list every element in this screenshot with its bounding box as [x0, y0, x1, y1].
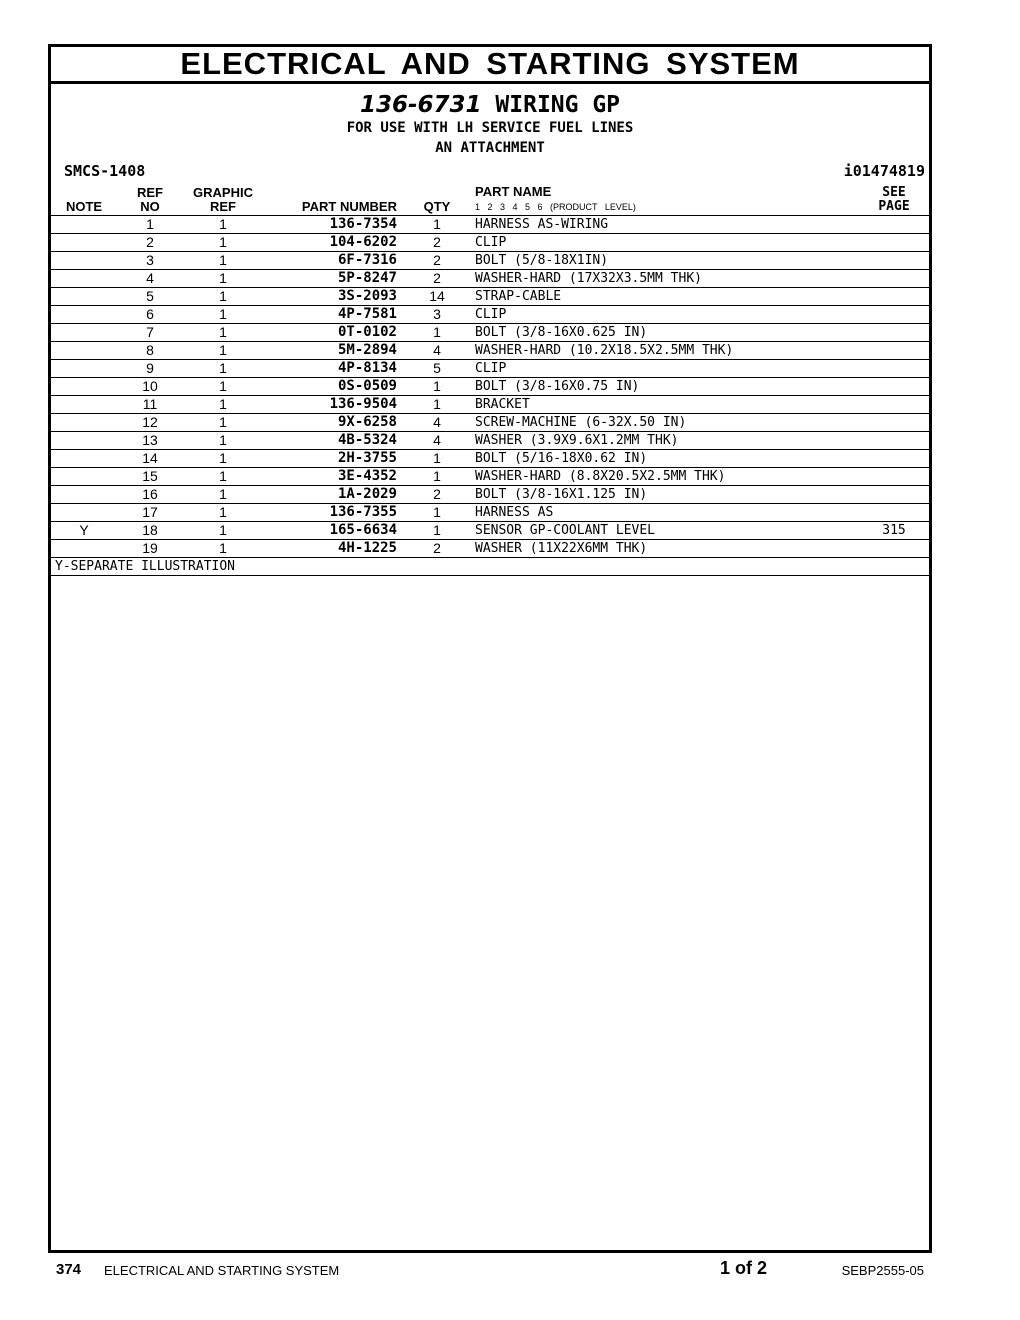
note-cell [51, 432, 117, 450]
ref-no-cell: 9 [117, 360, 183, 378]
ref-no-cell: 16 [117, 486, 183, 504]
page-number: 374 [56, 1261, 82, 1278]
graphic-ref-cell: 1 [183, 360, 263, 378]
col-see-page: SEE PAGE [859, 185, 929, 216]
ref-no-cell: 7 [117, 324, 183, 342]
note-cell [51, 360, 117, 378]
note-cell [51, 234, 117, 252]
graphic-ref-cell: 1 [183, 504, 263, 522]
note-cell: Y [51, 522, 117, 540]
part-name-cell: HARNESS AS-WIRING [473, 216, 859, 234]
part-name-cell: CLIP [473, 234, 859, 252]
part-number-cell: 136-7354 [263, 216, 401, 234]
part-name-cell: BOLT (5/16-18X0.62 IN) [473, 450, 859, 468]
part-number-cell: 2H-3755 [263, 450, 401, 468]
part-name-cell: WASHER-HARD (8.8X20.5X2.5MM THK) [473, 468, 859, 486]
part-name-cell: WASHER (3.9X9.6X1.2MM THK) [473, 432, 859, 450]
page-of: 1 of 2 [720, 1258, 768, 1278]
graphic-ref-cell: 1 [183, 450, 263, 468]
ref-no-cell: 12 [117, 414, 183, 432]
note-cell [51, 504, 117, 522]
graphic-ref-cell: 1 [183, 288, 263, 306]
graphic-ref-cell: 1 [183, 414, 263, 432]
qty-cell: 14 [401, 288, 473, 306]
id-line [51, 162, 929, 180]
ref-no-cell: 3 [117, 252, 183, 270]
parts-page-frame [48, 44, 932, 1253]
see-page-cell [859, 360, 929, 378]
footnote: Y-SEPARATE ILLUSTRATION [51, 558, 929, 576]
graphic-ref-cell: 1 [183, 396, 263, 414]
part-number-cell: 4P-8134 [263, 360, 401, 378]
qty-cell: 2 [401, 540, 473, 558]
table-row [51, 234, 929, 252]
col-note: NOTE [51, 185, 117, 216]
document-id: SEBP2555-05 [841, 1263, 924, 1278]
qty-cell: 1 [401, 522, 473, 540]
part-number-cell: 3S-2093 [263, 288, 401, 306]
col-graphic-ref: GRAPHIC REF [183, 185, 263, 216]
see-page-cell [859, 342, 929, 360]
part-number-cell: 0T-0102 [263, 324, 401, 342]
part-name-cell: BOLT (3/8-16X1.125 IN) [473, 486, 859, 504]
col-part-number: PART NUMBER [263, 185, 401, 216]
part-number-cell: 4P-7581 [263, 306, 401, 324]
qty-cell: 4 [401, 414, 473, 432]
table-row [51, 486, 929, 504]
part-number-cell: 136-9504 [263, 396, 401, 414]
subtitle-attachment: AN ATTACHMENT [435, 140, 545, 156]
illustration-id: i01474819 [843, 162, 925, 180]
graphic-ref-cell: 1 [183, 540, 263, 558]
page-footer [56, 1258, 924, 1282]
part-number-cell: 6F-7316 [263, 252, 401, 270]
table-row [51, 252, 929, 270]
footer-section: ELECTRICAL AND STARTING SYSTEM [104, 1263, 340, 1278]
part-name-cell: SCREW-MACHINE (6-32X.50 IN) [473, 414, 859, 432]
note-cell [51, 252, 117, 270]
col-ref-no: REF NO [117, 185, 183, 216]
ref-no-cell: 17 [117, 504, 183, 522]
ref-no-cell: 13 [117, 432, 183, 450]
part-number-cell: 3E-4352 [263, 468, 401, 486]
part-name-cell: WASHER-HARD (10.2X18.5X2.5MM THK) [473, 342, 859, 360]
qty-cell: 4 [401, 342, 473, 360]
note-cell [51, 414, 117, 432]
part-number-cell: 165-6634 [263, 522, 401, 540]
note-cell [51, 270, 117, 288]
qty-cell: 1 [401, 396, 473, 414]
part-name-cell: WASHER (11X22X6MM THK) [473, 540, 859, 558]
graphic-ref-cell: 1 [183, 252, 263, 270]
table-row [51, 540, 929, 558]
part-number-cell: 4H-1225 [263, 540, 401, 558]
table-row [51, 270, 929, 288]
table-row [51, 504, 929, 522]
table-row [51, 468, 929, 486]
see-page-cell [859, 414, 929, 432]
graphic-ref-cell: 1 [183, 342, 263, 360]
see-page-cell [859, 468, 929, 486]
qty-cell: 1 [401, 450, 473, 468]
graphic-ref-cell: 1 [183, 378, 263, 396]
qty-cell: 5 [401, 360, 473, 378]
graphic-ref-cell: 1 [183, 432, 263, 450]
ref-no-cell: 1 [117, 216, 183, 234]
parts-table [51, 185, 929, 576]
ref-no-cell: 18 [117, 522, 183, 540]
table-row [51, 324, 929, 342]
part-number-cell: 4B-5324 [263, 432, 401, 450]
see-page-cell [859, 306, 929, 324]
part-name-cell: HARNESS AS [473, 504, 859, 522]
table-row [51, 432, 929, 450]
subtitle-usage: FOR USE WITH LH SERVICE FUEL LINES [346, 120, 634, 136]
note-cell [51, 540, 117, 558]
qty-cell: 1 [401, 378, 473, 396]
qty-cell: 1 [401, 468, 473, 486]
see-page-cell [859, 450, 929, 468]
table-row [51, 450, 929, 468]
col-part-name: PART NAME 1 2 3 4 5 6 (PRODUCT LEVEL) [473, 185, 859, 216]
table-body [51, 216, 929, 576]
note-cell [51, 342, 117, 360]
qty-cell: 3 [401, 306, 473, 324]
part-name-cell: STRAP-CABLE [473, 288, 859, 306]
part-number-cell: 1A-2029 [263, 486, 401, 504]
see-page-cell [859, 216, 929, 234]
ref-no-cell: 15 [117, 468, 183, 486]
graphic-ref-cell: 1 [183, 270, 263, 288]
see-page-cell [859, 288, 929, 306]
note-cell [51, 324, 117, 342]
ref-no-cell: 19 [117, 540, 183, 558]
part-number-cell: 104-6202 [263, 234, 401, 252]
table-row [51, 288, 929, 306]
qty-cell: 4 [401, 432, 473, 450]
see-page-cell [859, 252, 929, 270]
table-header [51, 185, 929, 216]
note-cell [51, 486, 117, 504]
part-name-cell: BOLT (5/8-18X1IN) [473, 252, 859, 270]
note-cell [51, 468, 117, 486]
qty-cell: 1 [401, 324, 473, 342]
table-row [51, 522, 929, 540]
see-page-cell [859, 540, 929, 558]
see-page-cell [859, 234, 929, 252]
part-name-cell: BOLT (3/8-16X0.625 IN) [473, 324, 859, 342]
see-page-cell [859, 378, 929, 396]
graphic-ref-cell: 1 [183, 522, 263, 540]
part-number-cell: 5M-2894 [263, 342, 401, 360]
table-row [51, 396, 929, 414]
qty-cell: 1 [401, 504, 473, 522]
part-name-cell: CLIP [473, 360, 859, 378]
ref-no-cell: 6 [117, 306, 183, 324]
graphic-ref-cell: 1 [183, 324, 263, 342]
ref-no-cell: 5 [117, 288, 183, 306]
group-title [51, 92, 929, 118]
see-page-cell [859, 504, 929, 522]
section-title: ELECTRICAL AND STARTING SYSTEM [51, 47, 929, 84]
qty-cell: 2 [401, 234, 473, 252]
note-cell [51, 216, 117, 234]
graphic-ref-cell: 1 [183, 216, 263, 234]
note-cell [51, 378, 117, 396]
see-page-cell [859, 324, 929, 342]
ref-no-cell: 4 [117, 270, 183, 288]
group-name: WIRING GP [495, 92, 621, 118]
table-row [51, 414, 929, 432]
graphic-ref-cell: 1 [183, 468, 263, 486]
table-row [51, 342, 929, 360]
qty-cell: 1 [401, 216, 473, 234]
table-row [51, 216, 929, 234]
part-name-cell: SENSOR GP-COOLANT LEVEL [473, 522, 859, 540]
ref-no-cell: 8 [117, 342, 183, 360]
part-name-cell: BRACKET [473, 396, 859, 414]
table-row [51, 360, 929, 378]
note-cell [51, 450, 117, 468]
graphic-ref-cell: 1 [183, 486, 263, 504]
note-cell [51, 396, 117, 414]
see-page-cell [859, 432, 929, 450]
qty-cell: 2 [401, 270, 473, 288]
table-row [51, 306, 929, 324]
see-page-cell [859, 270, 929, 288]
part-number-cell: 136-7355 [263, 504, 401, 522]
note-cell [51, 306, 117, 324]
note-cell [51, 288, 117, 306]
smcs-code: SMCS-1408 [64, 162, 146, 180]
product-level-label: 1 2 3 4 5 6 (PRODUCT LEVEL) [475, 202, 636, 212]
group-number: 136-6731 [359, 92, 482, 118]
part-name-cell: WASHER-HARD (17X32X3.5MM THK) [473, 270, 859, 288]
see-page-cell: 315 [859, 522, 929, 540]
part-name-cell: CLIP [473, 306, 859, 324]
part-number-cell: 5P-8247 [263, 270, 401, 288]
part-number-cell: 0S-0509 [263, 378, 401, 396]
graphic-ref-cell: 1 [183, 234, 263, 252]
ref-no-cell: 11 [117, 396, 183, 414]
qty-cell: 2 [401, 486, 473, 504]
part-number-cell: 9X-6258 [263, 414, 401, 432]
see-page-cell [859, 396, 929, 414]
ref-no-cell: 14 [117, 450, 183, 468]
part-name-cell: BOLT (3/8-16X0.75 IN) [473, 378, 859, 396]
footnote-row [51, 558, 929, 576]
graphic-ref-cell: 1 [183, 306, 263, 324]
ref-no-cell: 10 [117, 378, 183, 396]
qty-cell: 2 [401, 252, 473, 270]
table-row [51, 378, 929, 396]
ref-no-cell: 2 [117, 234, 183, 252]
see-page-cell [859, 486, 929, 504]
col-qty: QTY [401, 185, 473, 216]
